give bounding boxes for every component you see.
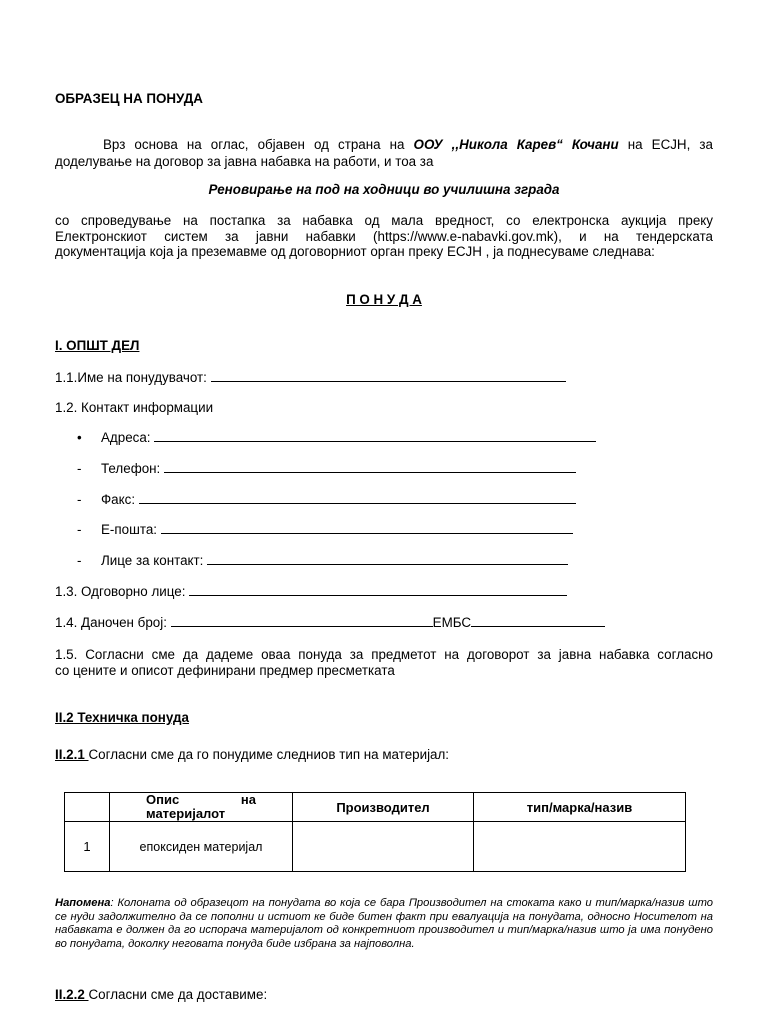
dash-marker: - [77,553,82,568]
tax-number-row [55,615,605,630]
bidder-name-label: 1.1.Име на понудувачот: [55,370,211,385]
email-field[interactable] [161,533,573,534]
delivery-statement [55,987,267,1002]
address-field[interactable] [154,441,596,442]
contact-person-field[interactable] [207,564,568,565]
table-header-row [65,793,686,822]
delivery-text: Согласни сме да доставиме: [88,987,268,1002]
technical-offer-heading: II.2 Техничка понуда [55,710,189,725]
note-label: Напомена [55,897,111,909]
agreement-paragraph [55,647,713,678]
embs-field[interactable] [471,626,605,627]
note-paragraph [55,897,713,951]
contact-item-person [77,553,568,568]
agreement-line-1: 1.5. Согласни сме да дадеме оваа понуда за предметот на договорот за јавна набавка согласно [55,647,713,662]
section-number: II.2.1 [55,747,89,762]
bidder-name-row [55,370,566,385]
table-header-manufacturer: Производител [293,793,474,822]
dash-marker: - [77,492,82,507]
contact-item-email [77,522,573,537]
note-text: : Колоната од образецот на понудата во која се бара Производител на стоката како и тип/марка/назив што се нуди задолжително да се пополни и истиот ке биде битен факт при евалуација на понудата, односно Носителот на набавката е должен да го испорача материјалот од конкретниот производител и тип/марка/назив што ја има понудено во понудата, доколку неговата понуда биде избрана за најповолна. [55,897,713,950]
intro-line-1 [55,137,713,152]
phone-label: Телефон: [101,461,164,476]
tax-number-field[interactable] [171,626,433,627]
contact-item-fax [77,492,576,507]
manufacturer-cell[interactable] [293,822,474,872]
bullet-marker: • [77,430,82,445]
procedure-line-1: со спроведување на постапка за набавка од мала вредност, со електронска аукција преку [55,213,713,228]
description-header-text: Опис на материјалот [146,792,256,821]
procedure-line-3: документација која ја преземавме од договорниот орган преку ЕСЈН , ја поднесуваме следнава: [55,244,655,259]
embs-label: ЕМБС [432,615,472,630]
responsible-person-row [55,584,567,599]
table-header-description [110,793,293,822]
fax-field[interactable] [139,503,576,504]
contact-person-label: Лице за контакт: [101,553,208,568]
table-row [65,822,686,872]
procurement-subject: Реновирање на под на ходници во училишна зграда [208,182,560,197]
procedure-paragraph [55,213,713,260]
intro-text-end: на ЕСЈН, за [618,137,713,152]
fax-label: Факс: [101,492,139,507]
responsible-person-label: 1.3. Одговорно лице: [55,584,190,599]
contact-item-phone [77,461,576,476]
intro-text: Врз основа на оглас, објавен од страна на [103,137,414,152]
material-type-text: Согласни сме да го понудиме следниов тип на материјал: [88,747,450,762]
tax-number-label: 1.4. Даночен број: [55,615,171,630]
dash-marker: - [77,522,82,537]
dash-marker: - [77,461,82,476]
intro-line-2: доделување на договор за јавна набавка на работи, и тоа за [55,154,434,169]
table-header-type-brand: тип/марка/назив [474,793,686,822]
phone-field[interactable] [164,472,576,473]
section-number: II.2.2 [55,987,89,1002]
email-label: Е-пошта: [101,522,161,537]
section-general-heading: I. ОПШТ ДЕЛ [55,338,140,353]
intro-paragraph [55,137,713,169]
material-cell: епоксиден материјал [110,822,293,872]
bidder-name-field[interactable] [211,381,566,382]
contact-item-address [77,430,596,445]
material-type-statement [55,747,449,762]
organization-name: ООУ ,,Никола Карев“ Кочани [413,137,619,152]
address-label: Адреса: [101,430,155,445]
form-title: ОБРАЗЕЦ НА ПОНУДА [55,91,203,106]
materials-table [64,792,686,872]
offer-heading: П О Н У Д А [346,292,422,307]
procedure-line-2: Електронскиот систем за јавни набавки (https://www.e-nabavki.gov.mk), и на тендерската [55,228,713,244]
row-number-cell: 1 [65,822,110,872]
agreement-line-2: со цените и описот дефинирани предмер пресметката [55,662,395,678]
table-header-number [65,793,110,822]
type-brand-cell[interactable] [474,822,686,872]
contact-info-label: 1.2. Контакт информации [55,400,214,415]
responsible-person-field[interactable] [189,595,567,596]
